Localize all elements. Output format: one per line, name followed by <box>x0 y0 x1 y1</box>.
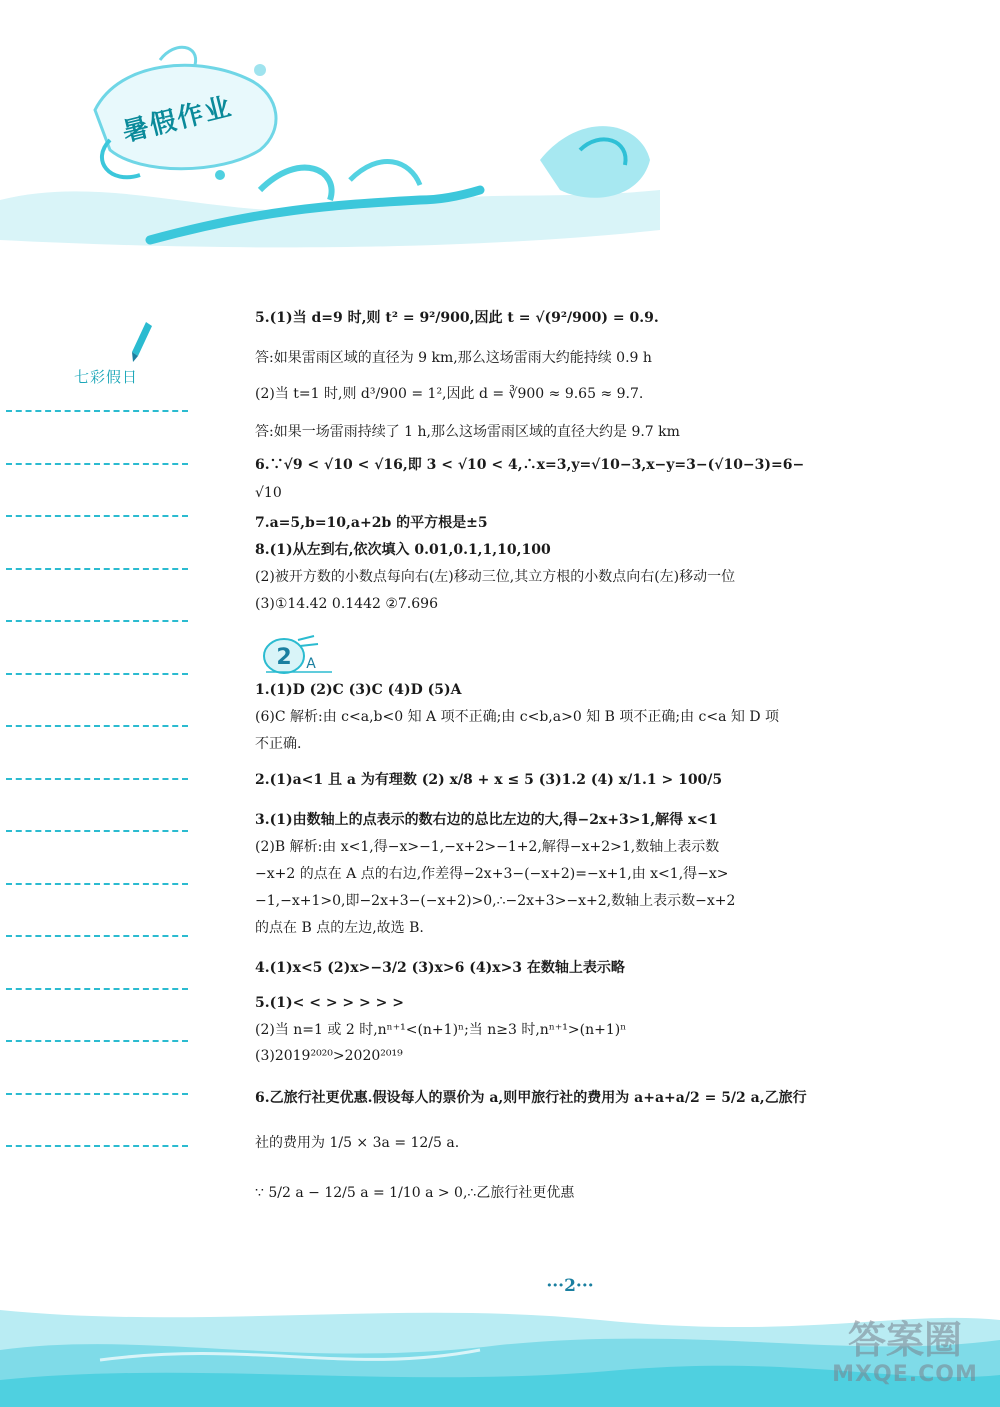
answer-line: 答:如果雷雨区域的直径为 9 km,那么这场雷雨大约能持续 0.9 h <box>255 350 652 366</box>
answer-line: (2)B 解析:由 x<1,得−x>−1,−x+2>−1+2,解得−x+2>1,数轴上表示数 <box>255 839 720 855</box>
sidebar-note-line <box>6 883 188 885</box>
answer-line: (3)2019²⁰²⁰>2020²⁰¹⁹ <box>255 1048 403 1064</box>
sidebar-note-line <box>6 1145 188 1147</box>
answer-line: (2)当 t=1 时,则 d³/900 = 1²,因此 d = ∛900 ≈ 9.65 ≈ 9.7. <box>255 386 644 402</box>
answer-line: (3)①14.42 0.1442 ②7.696 <box>255 596 438 612</box>
answer-line: 的点在 B 点的左边,故选 B. <box>255 920 424 936</box>
sidebar-label: 七彩假日 <box>74 368 139 386</box>
answer-line: 6.乙旅行社更优惠.假设每人的票价为 a,则甲旅行社的费用为 a+a+a/2 = 5/2 a,乙旅行 <box>255 1090 807 1106</box>
section-badge <box>258 632 334 676</box>
sidebar-note-line <box>6 725 188 727</box>
sidebar-note-line <box>6 935 188 937</box>
answer-line: √10 <box>255 485 282 501</box>
answer-line: 8.(1)从左到右,依次填入 0.01,0.1,1,10,100 <box>255 542 551 558</box>
sidebar-note-line <box>6 673 188 675</box>
page-number: ···2··· <box>546 1276 594 1296</box>
answer-line: 3.(1)由数轴上的点表示的数右边的总比左边的大,得−2x+3>1,解得 x<1 <box>255 812 718 828</box>
sidebar-note-line <box>6 620 188 622</box>
sidebar-note-line <box>6 568 188 570</box>
pen-icon <box>128 320 154 364</box>
watermark-top: 答案圈 <box>847 1318 962 1362</box>
brand-title: 暑假作业 <box>119 91 236 148</box>
answer-line: −x+2 的点在 A 点的右边,作差得−2x+3−(−x+2)=−x+1,由 x<1,得−x> <box>255 866 729 882</box>
answer-line: 答:如果一场雷雨持续了 1 h,那么这场雷雨区域的直径大约是 9.7 km <box>255 424 680 440</box>
section-number: 2 <box>276 645 292 670</box>
answer-line: 1.(1)D (2)C (3)C (4)D (5)A <box>255 682 462 698</box>
answer-line: 5.(1)当 d=9 时,则 t² = 9²/900,因此 t = √(9²/900) = 0.9. <box>255 310 659 326</box>
answer-line: 社的费用为 1/5 × 3a = 12/5 a. <box>255 1135 460 1151</box>
answer-line: (6)C 解析:由 c<a,b<0 知 A 项不正确;由 c<b,a>0 知 B 项不正确;由 c<a 知 D 项 <box>255 709 780 725</box>
answer-line: (2)被开方数的小数点每向右(左)移动三位,其立方根的小数点向右(左)移动一位 <box>255 569 736 585</box>
answer-line: (2)当 n=1 或 2 时,nⁿ⁺¹<(n+1)ⁿ;当 n≥3 时,nⁿ⁺¹>(n+1)ⁿ <box>255 1022 627 1038</box>
answer-line: 不正确. <box>255 736 302 752</box>
sidebar-note-line <box>6 778 188 780</box>
answer-line: ∵ 5/2 a − 12/5 a = 1/10 a > 0,∴乙旅行社更优惠 <box>255 1185 575 1201</box>
answer-line: 2.(1)a<1 且 a 为有理数 (2) x/8 + x ≤ 5 (3)1.2 (4) x/1.1 > 100/5 <box>255 772 723 788</box>
sidebar-note-line <box>6 463 188 465</box>
sidebar-note-line <box>6 410 188 412</box>
sidebar-note-line <box>6 515 188 517</box>
sidebar-note-line <box>6 830 188 832</box>
sidebar-note-line <box>6 988 188 990</box>
section-letter: A <box>306 656 316 672</box>
answer-line: −1,−x+1>0,即−2x+3−(−x+2)>0,∴−2x+3>−x+2,数轴上表示数−x+2 <box>255 893 736 909</box>
answer-line: 6.∵√9 < √10 < √16,即 3 < √10 < 4,∴x=3,y=√10−3,x−y=3−(√10−3)=6− <box>255 457 805 473</box>
watermark <box>812 1318 998 1387</box>
sidebar-note-line <box>6 1040 188 1042</box>
answer-line: 5.(1)< < > > > > > <box>255 995 404 1011</box>
sidebar-note-line <box>6 1093 188 1095</box>
answer-line: 7.a=5,b=10,a+2b 的平方根是±5 <box>255 515 488 531</box>
answer-line: 4.(1)x<5 (2)x>−3/2 (3)x>6 (4)x>3 在数轴上表示略 <box>255 960 625 976</box>
watermark-bottom: MXQE.COM <box>832 1362 978 1387</box>
